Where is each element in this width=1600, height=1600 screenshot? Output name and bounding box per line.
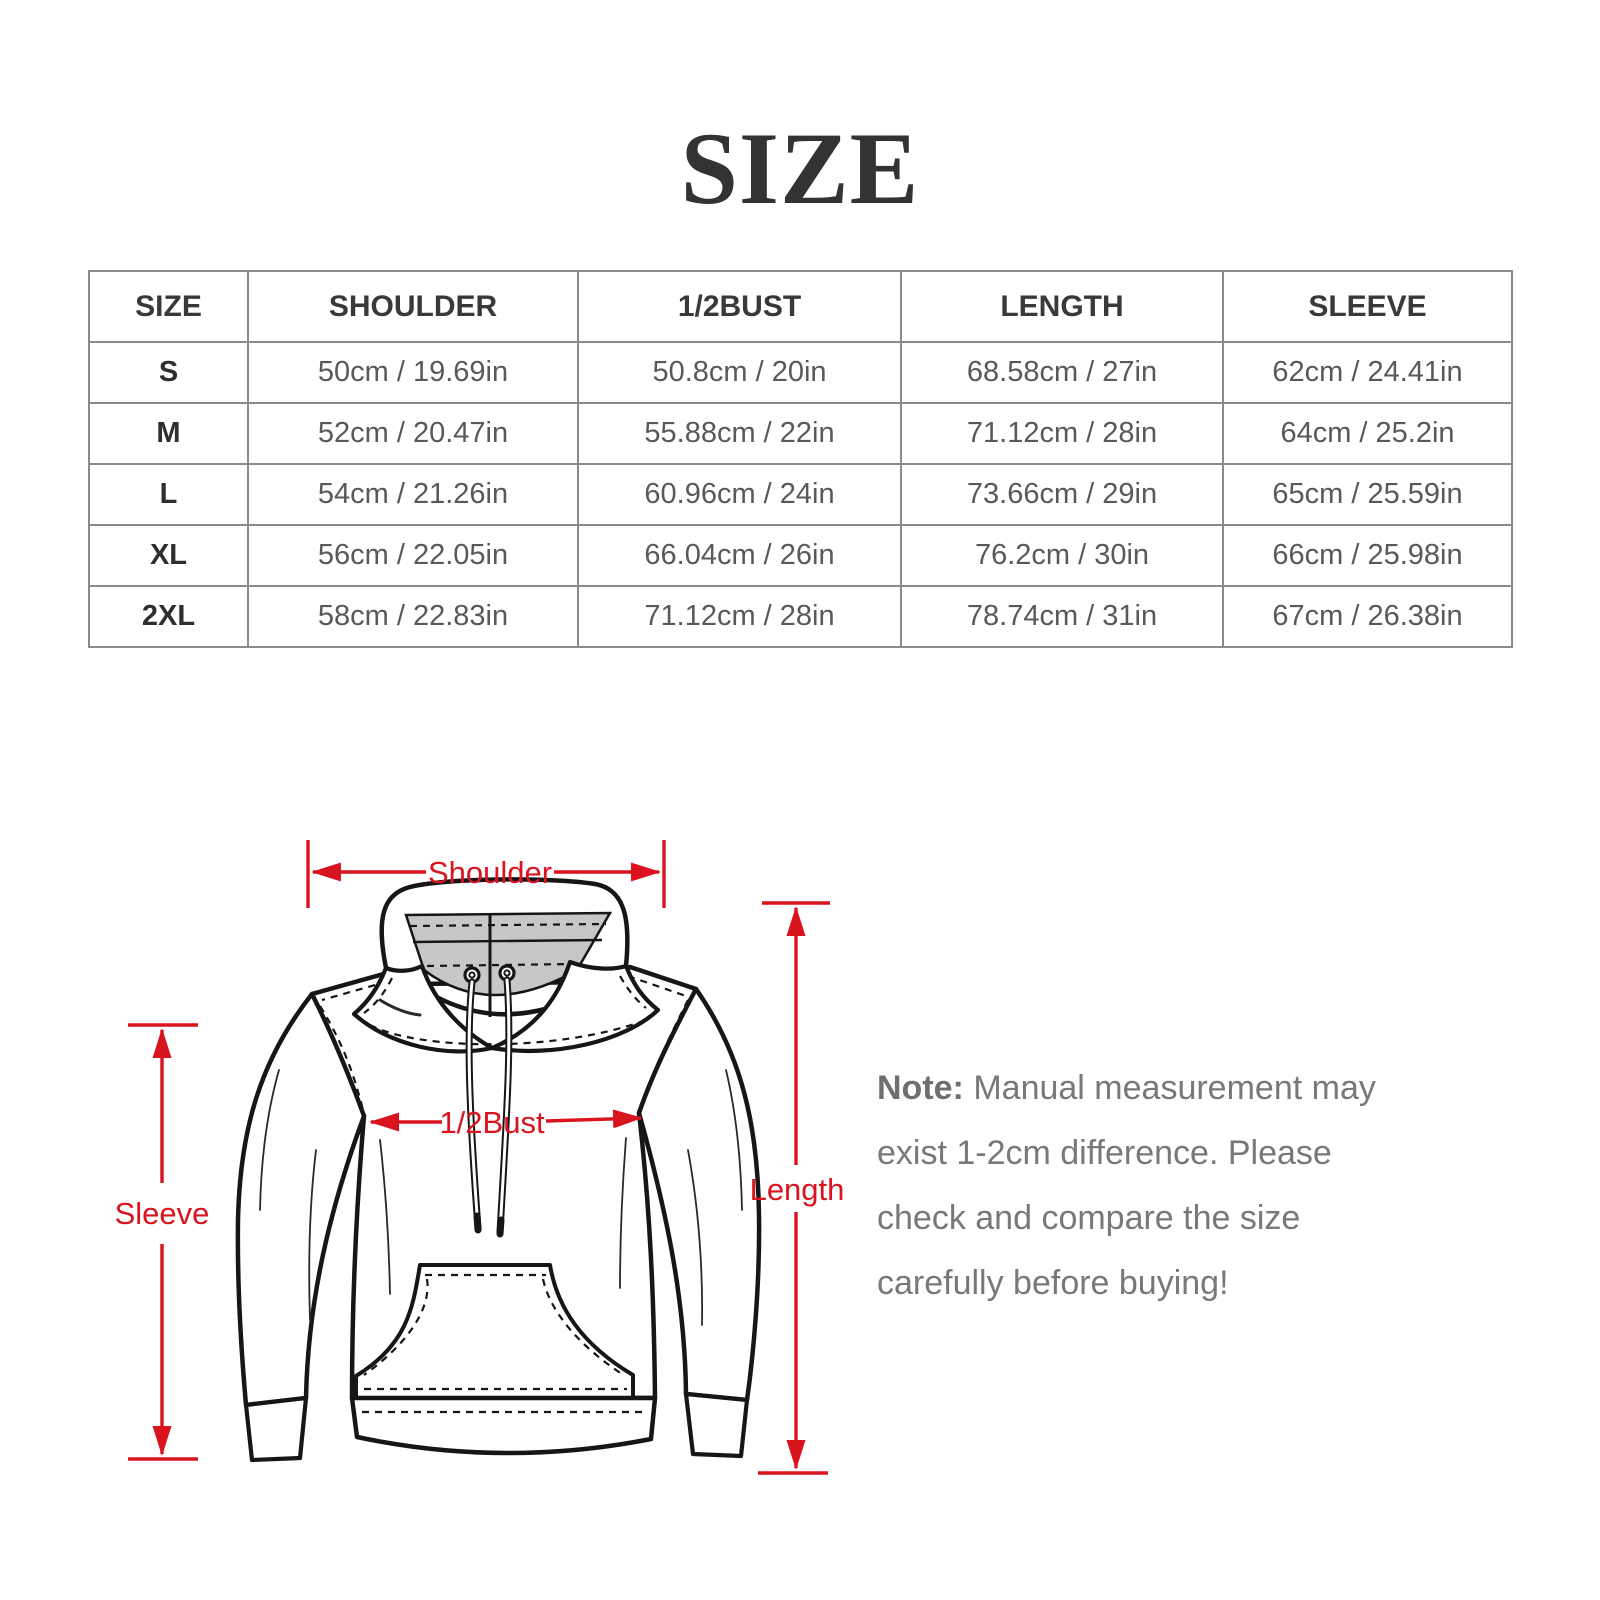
bust-value: 60.96cm / 24in (578, 464, 901, 525)
size-label: 2XL (89, 586, 248, 647)
col-header-bust: 1/2BUST (578, 271, 901, 342)
shoulder-value: 54cm / 21.26in (248, 464, 578, 525)
size-label: L (89, 464, 248, 525)
col-header-size: SIZE (89, 271, 248, 342)
shoulder-value: 52cm / 20.47in (248, 403, 578, 464)
left-cuff (246, 1398, 306, 1460)
table-row (89, 525, 1512, 586)
hoodie-illustration (238, 879, 759, 1460)
length-value: 73.66cm / 29in (901, 464, 1223, 525)
page-title: SIZE (680, 112, 920, 226)
note-line: exist 1-2cm difference. Please (877, 1134, 1332, 1172)
table-row (89, 464, 1512, 525)
col-header-sleeve: SLEEVE (1223, 271, 1512, 342)
bust-value: 71.12cm / 28in (578, 586, 901, 647)
note-line: Note: Manual measurement may (877, 1069, 1376, 1107)
sleeve-measure-arrow (115, 1025, 210, 1459)
hoodie-measurement-diagram (80, 820, 920, 1520)
length-value: 71.12cm / 28in (901, 403, 1223, 464)
sleeve-value: 66cm / 25.98in (1223, 525, 1512, 586)
sleeve-value: 65cm / 25.59in (1223, 464, 1512, 525)
sleeve-value: 67cm / 26.38in (1223, 586, 1512, 647)
half-bust-label: 1/2Bust (439, 1105, 545, 1140)
size-label: S (89, 342, 248, 403)
length-value: 76.2cm / 30in (901, 525, 1223, 586)
measurement-note (877, 1056, 1437, 1316)
table-row (89, 586, 1512, 647)
shoulder-value: 56cm / 22.05in (248, 525, 578, 586)
bust-value: 50.8cm / 20in (578, 342, 901, 403)
length-label: Length (749, 1172, 845, 1207)
length-measure-arrow (750, 903, 845, 1473)
sleeve-value: 64cm / 25.2in (1223, 403, 1512, 464)
right-cuff (686, 1394, 747, 1456)
shoulder-value: 50cm / 19.69in (248, 342, 578, 403)
sleeve-label: Sleeve (114, 1196, 210, 1231)
table-row (89, 403, 1512, 464)
note-line: carefully before buying! (877, 1264, 1229, 1302)
bust-value: 66.04cm / 26in (578, 525, 901, 586)
bust-value: 55.88cm / 22in (578, 403, 901, 464)
note-line: check and compare the size (877, 1199, 1301, 1237)
col-header-shoulder: SHOULDER (248, 271, 578, 342)
shoulder-value: 58cm / 22.83in (248, 586, 578, 647)
sleeve-value: 62cm / 24.41in (1223, 342, 1512, 403)
table-header-row (89, 271, 1512, 342)
table-row (89, 342, 1512, 403)
size-label: XL (89, 525, 248, 586)
note-label: Note: (877, 1069, 964, 1107)
length-value: 68.58cm / 27in (901, 342, 1223, 403)
size-label: M (89, 403, 248, 464)
shoulder-label: Shoulder (427, 855, 553, 890)
length-value: 78.74cm / 31in (901, 586, 1223, 647)
size-table (88, 270, 1513, 648)
col-header-length: LENGTH (901, 271, 1223, 342)
hem-band (352, 1398, 655, 1453)
